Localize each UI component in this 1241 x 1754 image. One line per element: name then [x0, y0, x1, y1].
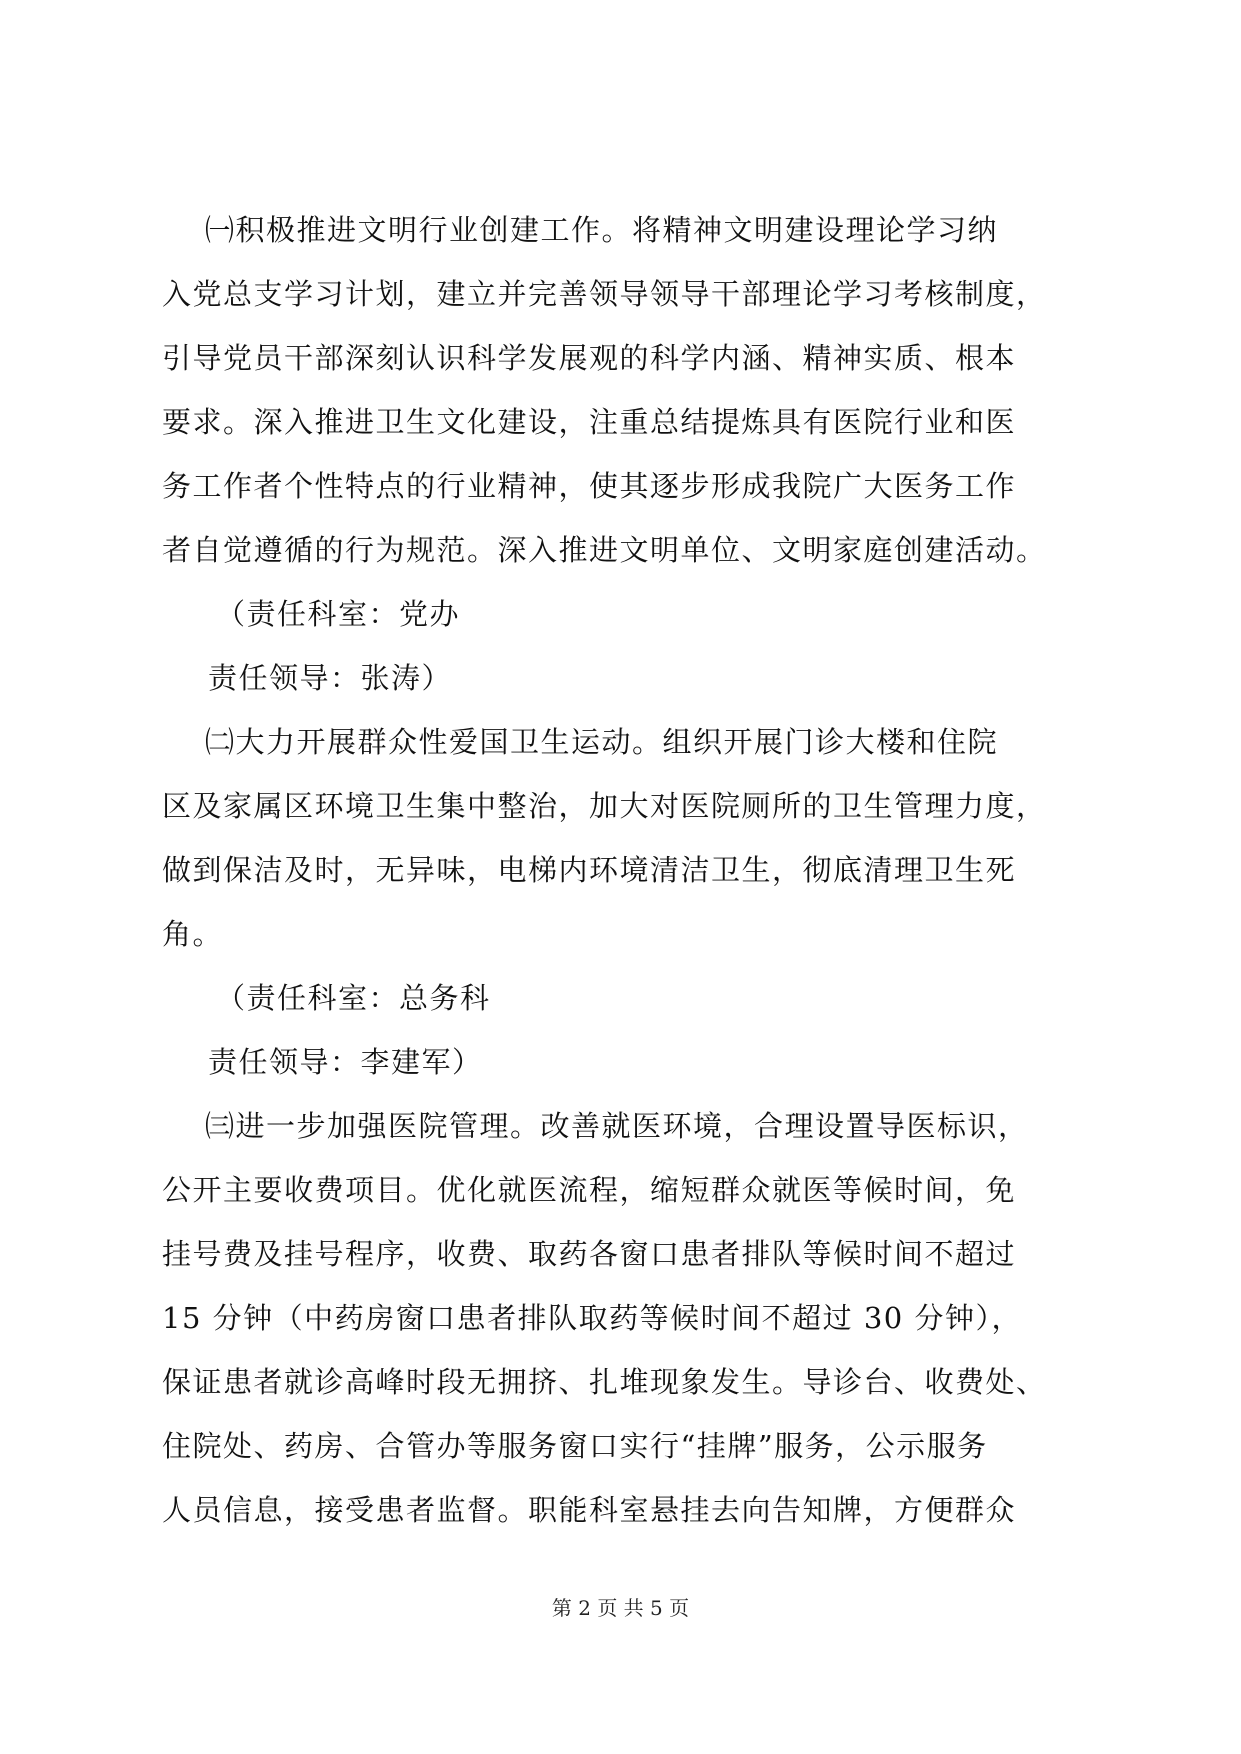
responsibility-dept-1: （责任科室：党办: [216, 597, 461, 631]
paragraph-1-line-6: 者自觉遵循的行为规范。深入推进文明单位、文明家庭创建活动。: [162, 533, 1047, 567]
paragraph-3-line-4: 15 分钟（中药房窗口患者排队取药等候时间不超过 30 分钟），: [162, 1301, 1022, 1335]
paragraph-2-line-3: 做到保洁及时，无异味，电梯内环境清洁卫生，彻底清理卫生死: [162, 853, 1017, 887]
responsibility-leader-1: 责任领导：张涛）: [208, 661, 453, 695]
paragraph-3-line-5: 保证患者就诊高峰时段无拥挤、扎堆现象发生。导诊台、收费处、: [162, 1365, 1047, 1399]
paragraph-2-line-1: ㈡大力开展群众性爱国卫生运动。组织开展门诊大楼和住院: [205, 725, 999, 759]
paragraph-1-line-5: 务工作者个性特点的行业精神，使其逐步形成我院广大医务工作: [162, 469, 1017, 503]
paragraph-3-line-2: 公开主要收费项目。优化就医流程，缩短群众就医等候时间，免: [162, 1173, 1017, 1207]
page-number-footer: 第 2 页 共 5 页: [551, 1596, 690, 1620]
paragraph-2-line-2: 区及家属区环境卫生集中整治，加大对医院厕所的卫生管理力度，: [162, 789, 1047, 823]
paragraph-3-line-3: 挂号费及挂号程序，收费、取药各窗口患者排队等候时间不超过: [162, 1237, 1017, 1271]
paragraph-3-line-6: 住院处、药房、合管办等服务窗口实行“挂牌”服务，公示服务: [162, 1429, 988, 1463]
responsibility-leader-2: 责任领导：李建军）: [208, 1045, 483, 1079]
paragraph-1-line-1: ㈠积极推进文明行业创建工作。将精神文明建设理论学习纳: [205, 213, 999, 247]
paragraph-1-line-4: 要求。深入推进卫生文化建设，注重总结提炼具有医院行业和医: [162, 405, 1017, 439]
paragraph-3-line-7: 人员信息，接受患者监督。职能科室悬挂去向告知牌，方便群众: [162, 1493, 1017, 1527]
paragraph-2-line-4: 角。: [162, 917, 224, 951]
paragraph-1-line-3: 引导党员干部深刻认识科学发展观的科学内涵、精神实质、根本: [162, 341, 1017, 375]
paragraph-1-line-2: 入党总支学习计划，建立并完善领导领导干部理论学习考核制度，: [162, 277, 1047, 311]
responsibility-dept-2: （责任科室：总务科: [216, 981, 491, 1015]
paragraph-3-line-1: ㈢进一步加强医院管理。改善就医环境，合理设置导医标识，: [205, 1109, 1029, 1143]
